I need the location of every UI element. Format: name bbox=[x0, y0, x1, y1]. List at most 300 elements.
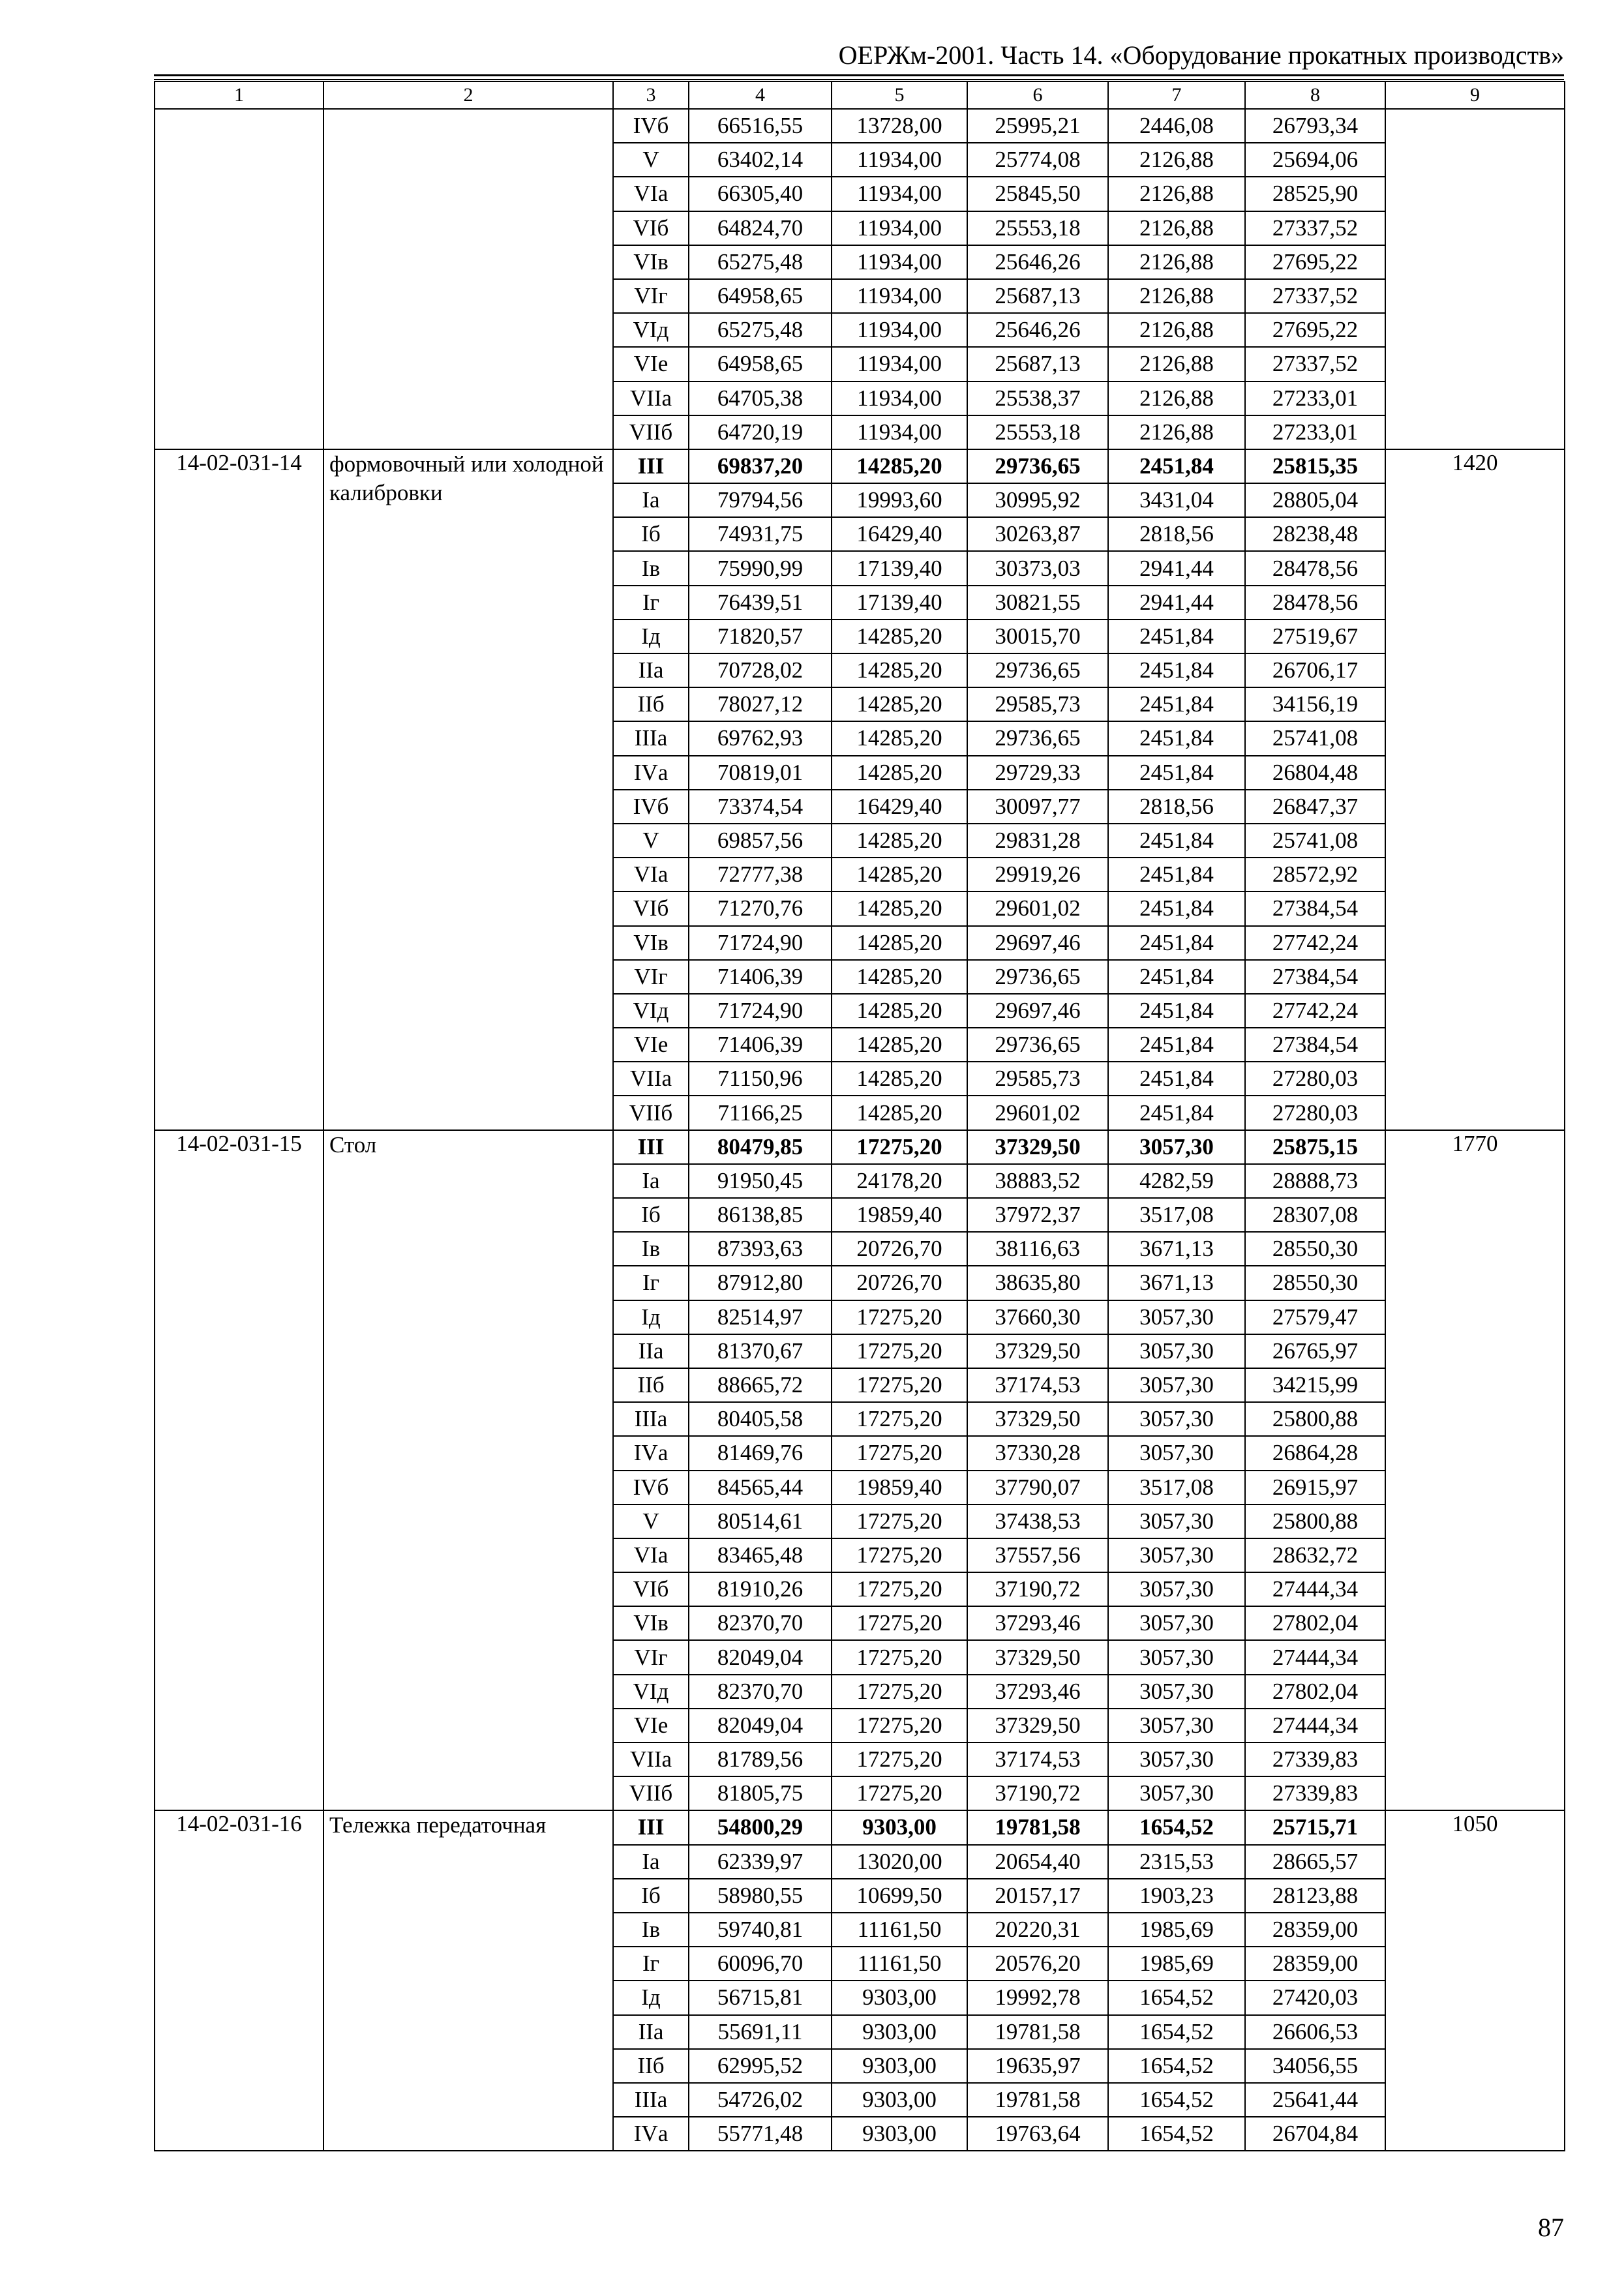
value-cell: 2451,84 bbox=[1108, 449, 1245, 483]
value-cell: 19781,58 bbox=[967, 2015, 1108, 2049]
value-cell: 56715,81 bbox=[689, 1981, 832, 2014]
value-cell: 26793,34 bbox=[1245, 109, 1385, 143]
zone-cell: IVб bbox=[613, 1471, 689, 1504]
value-cell: 72777,38 bbox=[689, 858, 832, 891]
value-cell: 19763,64 bbox=[967, 2117, 1108, 2151]
value-cell: 2451,84 bbox=[1108, 1096, 1245, 1130]
value-cell: 86138,85 bbox=[689, 1198, 832, 1232]
value-cell: 19993,60 bbox=[832, 483, 967, 517]
value-cell: 14285,20 bbox=[832, 687, 967, 721]
equipment-name: Тележка передаточная bbox=[323, 1810, 613, 2151]
value-cell: 28525,90 bbox=[1245, 177, 1385, 211]
value-cell: 28632,72 bbox=[1245, 1538, 1385, 1572]
zone-cell: Iд bbox=[613, 1981, 689, 2014]
value-cell: 19635,97 bbox=[967, 2049, 1108, 2083]
value-cell: 13728,00 bbox=[832, 109, 967, 143]
value-cell: 29736,65 bbox=[967, 1028, 1108, 1062]
value-cell: 34156,19 bbox=[1245, 687, 1385, 721]
zone-cell: Iд bbox=[613, 620, 689, 653]
value-cell: 9303,00 bbox=[832, 2117, 967, 2151]
value-cell: 27280,03 bbox=[1245, 1062, 1385, 1096]
value-cell: 11934,00 bbox=[832, 382, 967, 415]
zone-cell: VIг bbox=[613, 279, 689, 313]
zone-cell: VIа bbox=[613, 177, 689, 211]
value-cell: 17275,20 bbox=[832, 1572, 967, 1606]
zone-cell: III bbox=[613, 1130, 689, 1164]
value-cell: 66305,40 bbox=[689, 177, 832, 211]
value-cell: 55771,48 bbox=[689, 2117, 832, 2151]
value-cell: 24178,20 bbox=[832, 1164, 967, 1198]
value-cell: 2451,84 bbox=[1108, 620, 1245, 653]
value-cell: 14285,20 bbox=[832, 926, 967, 960]
zone-cell: Iб bbox=[613, 1879, 689, 1913]
value-cell: 34056,55 bbox=[1245, 2049, 1385, 2083]
value-cell: 28550,30 bbox=[1245, 1232, 1385, 1266]
column-number: 3 bbox=[613, 82, 689, 109]
value-cell: 63402,14 bbox=[689, 143, 832, 177]
value-cell: 2126,88 bbox=[1108, 143, 1245, 177]
rate-code bbox=[155, 109, 323, 449]
col9-value: 1050 bbox=[1385, 1810, 1565, 2151]
zone-cell: Iа bbox=[613, 1164, 689, 1198]
column-number: 2 bbox=[323, 82, 613, 109]
value-cell: 25553,18 bbox=[967, 211, 1108, 245]
value-cell: 1903,23 bbox=[1108, 1879, 1245, 1913]
value-cell: 28665,57 bbox=[1245, 1845, 1385, 1879]
value-cell: 30373,03 bbox=[967, 551, 1108, 585]
value-cell: 2818,56 bbox=[1108, 517, 1245, 551]
header-rule-thin bbox=[154, 79, 1564, 80]
zone-cell: VIе bbox=[613, 1709, 689, 1743]
value-cell: 3057,30 bbox=[1108, 1436, 1245, 1470]
value-cell: 26847,37 bbox=[1245, 790, 1385, 824]
value-cell: 27337,52 bbox=[1245, 211, 1385, 245]
table-row bbox=[155, 1810, 1565, 1844]
running-header: ОЕРЖм-2001. Часть 14. «Оборудование прокатных производств» bbox=[838, 40, 1564, 70]
value-cell: 1654,52 bbox=[1108, 1810, 1245, 1844]
value-cell: 25741,08 bbox=[1245, 721, 1385, 755]
zone-cell: IIа bbox=[613, 2015, 689, 2049]
value-cell: 29919,26 bbox=[967, 858, 1108, 891]
value-cell: 14285,20 bbox=[832, 994, 967, 1028]
value-cell: 38116,63 bbox=[967, 1232, 1108, 1266]
value-cell: 19781,58 bbox=[967, 2083, 1108, 2117]
value-cell: 2446,08 bbox=[1108, 109, 1245, 143]
value-cell: 20157,17 bbox=[967, 1879, 1108, 1913]
value-cell: 37557,56 bbox=[967, 1538, 1108, 1572]
value-cell: 2451,84 bbox=[1108, 960, 1245, 994]
value-cell: 10699,50 bbox=[832, 1879, 967, 1913]
value-cell: 25694,06 bbox=[1245, 143, 1385, 177]
header-rule bbox=[154, 74, 1564, 76]
value-cell: 34215,99 bbox=[1245, 1368, 1385, 1402]
value-cell: 9303,00 bbox=[832, 2015, 967, 2049]
value-cell: 17275,20 bbox=[832, 1368, 967, 1402]
table-body bbox=[155, 82, 1565, 2151]
value-cell: 37329,50 bbox=[967, 1130, 1108, 1164]
value-cell: 27339,83 bbox=[1245, 1776, 1385, 1810]
value-cell: 80479,85 bbox=[689, 1130, 832, 1164]
value-cell: 3057,30 bbox=[1108, 1300, 1245, 1334]
value-cell: 25538,37 bbox=[967, 382, 1108, 415]
value-cell: 71406,39 bbox=[689, 960, 832, 994]
value-cell: 29585,73 bbox=[967, 687, 1108, 721]
equipment-name: Стол bbox=[323, 1130, 613, 1811]
value-cell: 17139,40 bbox=[832, 586, 967, 620]
value-cell: 9303,00 bbox=[832, 1810, 967, 1844]
column-number: 6 bbox=[967, 82, 1108, 109]
zone-cell: VIд bbox=[613, 1675, 689, 1709]
value-cell: 29736,65 bbox=[967, 721, 1108, 755]
value-cell: 17275,20 bbox=[832, 1675, 967, 1709]
zone-cell: VIд bbox=[613, 313, 689, 347]
value-cell: 27233,01 bbox=[1245, 415, 1385, 449]
zone-cell: Iг bbox=[613, 1266, 689, 1300]
value-cell: 65275,48 bbox=[689, 313, 832, 347]
value-cell: 2126,88 bbox=[1108, 382, 1245, 415]
value-cell: 2126,88 bbox=[1108, 211, 1245, 245]
zone-cell: VIг bbox=[613, 960, 689, 994]
zone-cell: III bbox=[613, 1810, 689, 1844]
value-cell: 28307,08 bbox=[1245, 1198, 1385, 1232]
value-cell: 81910,26 bbox=[689, 1572, 832, 1606]
zone-cell: VIIб bbox=[613, 1776, 689, 1810]
value-cell: 11934,00 bbox=[832, 177, 967, 211]
value-cell: 17139,40 bbox=[832, 551, 967, 585]
value-cell: 17275,20 bbox=[832, 1640, 967, 1674]
value-cell: 37790,07 bbox=[967, 1471, 1108, 1504]
value-cell: 27519,67 bbox=[1245, 620, 1385, 653]
value-cell: 37174,53 bbox=[967, 1743, 1108, 1776]
zone-cell: VIIб bbox=[613, 415, 689, 449]
value-cell: 17275,20 bbox=[832, 1334, 967, 1368]
value-cell: 28478,56 bbox=[1245, 551, 1385, 585]
value-cell: 9303,00 bbox=[832, 2083, 967, 2117]
value-cell: 2451,84 bbox=[1108, 858, 1245, 891]
value-cell: 37293,46 bbox=[967, 1675, 1108, 1709]
value-cell: 27444,34 bbox=[1245, 1640, 1385, 1674]
zone-cell: IVб bbox=[613, 109, 689, 143]
value-cell: 27420,03 bbox=[1245, 1981, 1385, 2014]
value-cell: 11934,00 bbox=[832, 245, 967, 279]
value-cell: 28478,56 bbox=[1245, 586, 1385, 620]
zone-cell: Iб bbox=[613, 517, 689, 551]
value-cell: 71724,90 bbox=[689, 994, 832, 1028]
zone-cell: Iг bbox=[613, 1947, 689, 1981]
column-number: 7 bbox=[1108, 82, 1245, 109]
zone-cell: VIа bbox=[613, 858, 689, 891]
value-cell: 27444,34 bbox=[1245, 1572, 1385, 1606]
zone-cell: V bbox=[613, 1504, 689, 1538]
value-cell: 17275,20 bbox=[832, 1538, 967, 1572]
value-cell: 87912,80 bbox=[689, 1266, 832, 1300]
column-number: 9 bbox=[1385, 82, 1565, 109]
value-cell: 3057,30 bbox=[1108, 1743, 1245, 1776]
zone-cell: VIа bbox=[613, 1538, 689, 1572]
value-cell: 2451,84 bbox=[1108, 687, 1245, 721]
column-number-row bbox=[155, 82, 1565, 109]
value-cell: 27339,83 bbox=[1245, 1743, 1385, 1776]
value-cell: 83465,48 bbox=[689, 1538, 832, 1572]
value-cell: 26606,53 bbox=[1245, 2015, 1385, 2049]
value-cell: 1654,52 bbox=[1108, 2083, 1245, 2117]
value-cell: 37329,50 bbox=[967, 1334, 1108, 1368]
equipment-name bbox=[323, 109, 613, 449]
zone-cell: Iд bbox=[613, 1300, 689, 1334]
zone-cell: VIIб bbox=[613, 1096, 689, 1130]
value-cell: 3057,30 bbox=[1108, 1130, 1245, 1164]
value-cell: 2126,88 bbox=[1108, 177, 1245, 211]
zone-cell: VIб bbox=[613, 1572, 689, 1606]
value-cell: 19992,78 bbox=[967, 1981, 1108, 2014]
value-cell: 27384,54 bbox=[1245, 960, 1385, 994]
value-cell: 17275,20 bbox=[832, 1130, 967, 1164]
zone-cell: V bbox=[613, 143, 689, 177]
value-cell: 17275,20 bbox=[832, 1776, 967, 1810]
value-cell: 2451,84 bbox=[1108, 1062, 1245, 1096]
value-cell: 64958,65 bbox=[689, 279, 832, 313]
value-cell: 81469,76 bbox=[689, 1436, 832, 1470]
column-number: 5 bbox=[832, 82, 967, 109]
value-cell: 19781,58 bbox=[967, 1810, 1108, 1844]
value-cell: 19859,40 bbox=[832, 1198, 967, 1232]
zone-cell: VIг bbox=[613, 1640, 689, 1674]
value-cell: 3057,30 bbox=[1108, 1675, 1245, 1709]
value-cell: 16429,40 bbox=[832, 517, 967, 551]
value-cell: 14285,20 bbox=[832, 1062, 967, 1096]
value-cell: 19859,40 bbox=[832, 1471, 967, 1504]
value-cell: 20654,40 bbox=[967, 1845, 1108, 1879]
value-cell: 71820,57 bbox=[689, 620, 832, 653]
value-cell: 14285,20 bbox=[832, 1096, 967, 1130]
value-cell: 4282,59 bbox=[1108, 1164, 1245, 1198]
value-cell: 2451,84 bbox=[1108, 721, 1245, 755]
column-number: 1 bbox=[155, 82, 323, 109]
value-cell: 3057,30 bbox=[1108, 1504, 1245, 1538]
value-cell: 81805,75 bbox=[689, 1776, 832, 1810]
zone-cell: VIб bbox=[613, 891, 689, 925]
value-cell: 14285,20 bbox=[832, 449, 967, 483]
value-cell: 25875,15 bbox=[1245, 1130, 1385, 1164]
value-cell: 1985,69 bbox=[1108, 1913, 1245, 1947]
value-cell: 11161,50 bbox=[832, 1947, 967, 1981]
zone-cell: IIб bbox=[613, 687, 689, 721]
value-cell: 64705,38 bbox=[689, 382, 832, 415]
value-cell: 3057,30 bbox=[1108, 1334, 1245, 1368]
value-cell: 71270,76 bbox=[689, 891, 832, 925]
value-cell: 27579,47 bbox=[1245, 1300, 1385, 1334]
value-cell: 28238,48 bbox=[1245, 517, 1385, 551]
value-cell: 3057,30 bbox=[1108, 1572, 1245, 1606]
value-cell: 81370,67 bbox=[689, 1334, 832, 1368]
value-cell: 71150,96 bbox=[689, 1062, 832, 1096]
value-cell: 79794,56 bbox=[689, 483, 832, 517]
value-cell: 11934,00 bbox=[832, 143, 967, 177]
zone-cell: IIIа bbox=[613, 721, 689, 755]
value-cell: 3057,30 bbox=[1108, 1402, 1245, 1436]
value-cell: 14285,20 bbox=[832, 721, 967, 755]
value-cell: 20726,70 bbox=[832, 1266, 967, 1300]
value-cell: 80514,61 bbox=[689, 1504, 832, 1538]
value-cell: 25641,44 bbox=[1245, 2083, 1385, 2117]
zone-cell: III bbox=[613, 449, 689, 483]
value-cell: 78027,12 bbox=[689, 687, 832, 721]
zone-cell: VIIа bbox=[613, 1743, 689, 1776]
column-number: 4 bbox=[689, 82, 832, 109]
column-number: 8 bbox=[1245, 82, 1385, 109]
rate-code: 14-02-031-16 bbox=[155, 1810, 323, 2151]
value-cell: 25687,13 bbox=[967, 279, 1108, 313]
value-cell: 29601,02 bbox=[967, 1096, 1108, 1130]
value-cell: 25741,08 bbox=[1245, 824, 1385, 858]
value-cell: 3057,30 bbox=[1108, 1538, 1245, 1572]
value-cell: 3517,08 bbox=[1108, 1471, 1245, 1504]
value-cell: 17275,20 bbox=[832, 1300, 967, 1334]
value-cell: 75990,99 bbox=[689, 551, 832, 585]
value-cell: 14285,20 bbox=[832, 858, 967, 891]
value-cell: 69857,56 bbox=[689, 824, 832, 858]
value-cell: 26704,84 bbox=[1245, 2117, 1385, 2151]
value-cell: 27742,24 bbox=[1245, 926, 1385, 960]
value-cell: 14285,20 bbox=[832, 756, 967, 790]
value-cell: 2126,88 bbox=[1108, 347, 1245, 381]
col9-value: 1420 bbox=[1385, 449, 1565, 1130]
table-row bbox=[155, 1130, 1565, 1164]
value-cell: 27384,54 bbox=[1245, 1028, 1385, 1062]
value-cell: 30821,55 bbox=[967, 586, 1108, 620]
value-cell: 70728,02 bbox=[689, 653, 832, 687]
value-cell: 25815,35 bbox=[1245, 449, 1385, 483]
value-cell: 2451,84 bbox=[1108, 824, 1245, 858]
value-cell: 27384,54 bbox=[1245, 891, 1385, 925]
value-cell: 37293,46 bbox=[967, 1606, 1108, 1640]
value-cell: 38883,52 bbox=[967, 1164, 1108, 1198]
value-cell: 27337,52 bbox=[1245, 279, 1385, 313]
value-cell: 25646,26 bbox=[967, 245, 1108, 279]
col9-value: 1770 bbox=[1385, 1130, 1565, 1811]
value-cell: 2451,84 bbox=[1108, 1028, 1245, 1062]
value-cell: 54726,02 bbox=[689, 2083, 832, 2117]
value-cell: 25715,71 bbox=[1245, 1810, 1385, 1844]
zone-cell: VIIа bbox=[613, 1062, 689, 1096]
zone-cell: IIIа bbox=[613, 2083, 689, 2117]
value-cell: 29697,46 bbox=[967, 926, 1108, 960]
rates-table bbox=[154, 81, 1565, 2151]
value-cell: 84565,44 bbox=[689, 1471, 832, 1504]
table-row bbox=[155, 449, 1565, 483]
value-cell: 2126,88 bbox=[1108, 415, 1245, 449]
value-cell: 69837,20 bbox=[689, 449, 832, 483]
value-cell: 59740,81 bbox=[689, 1913, 832, 1947]
value-cell: 11934,00 bbox=[832, 211, 967, 245]
value-cell: 29729,33 bbox=[967, 756, 1108, 790]
value-cell: 37972,37 bbox=[967, 1198, 1108, 1232]
zone-cell: Iа bbox=[613, 483, 689, 517]
zone-cell: V bbox=[613, 824, 689, 858]
value-cell: 13020,00 bbox=[832, 1845, 967, 1879]
value-cell: 2126,88 bbox=[1108, 245, 1245, 279]
value-cell: 25800,88 bbox=[1245, 1504, 1385, 1538]
value-cell: 28359,00 bbox=[1245, 1947, 1385, 1981]
zone-cell: Iв bbox=[613, 1913, 689, 1947]
value-cell: 65275,48 bbox=[689, 245, 832, 279]
value-cell: 58980,55 bbox=[689, 1879, 832, 1913]
value-cell: 62339,97 bbox=[689, 1845, 832, 1879]
value-cell: 26765,97 bbox=[1245, 1334, 1385, 1368]
value-cell: 3671,13 bbox=[1108, 1232, 1245, 1266]
value-cell: 27695,22 bbox=[1245, 245, 1385, 279]
value-cell: 3517,08 bbox=[1108, 1198, 1245, 1232]
value-cell: 14285,20 bbox=[832, 1028, 967, 1062]
value-cell: 27444,34 bbox=[1245, 1709, 1385, 1743]
value-cell: 3057,30 bbox=[1108, 1606, 1245, 1640]
value-cell: 28572,92 bbox=[1245, 858, 1385, 891]
zone-cell: Iв bbox=[613, 551, 689, 585]
value-cell: 25995,21 bbox=[967, 109, 1108, 143]
value-cell: 27337,52 bbox=[1245, 347, 1385, 381]
value-cell: 30263,87 bbox=[967, 517, 1108, 551]
value-cell: 29585,73 bbox=[967, 1062, 1108, 1096]
value-cell: 37438,53 bbox=[967, 1504, 1108, 1538]
value-cell: 2451,84 bbox=[1108, 891, 1245, 925]
page-number: 87 bbox=[1538, 2213, 1564, 2242]
value-cell: 17275,20 bbox=[832, 1709, 967, 1743]
col9-value bbox=[1385, 109, 1565, 449]
value-cell: 17275,20 bbox=[832, 1402, 967, 1436]
value-cell: 14285,20 bbox=[832, 653, 967, 687]
value-cell: 11934,00 bbox=[832, 313, 967, 347]
value-cell: 55691,11 bbox=[689, 2015, 832, 2049]
value-cell: 3431,04 bbox=[1108, 483, 1245, 517]
zone-cell: Iб bbox=[613, 1198, 689, 1232]
value-cell: 26804,48 bbox=[1245, 756, 1385, 790]
value-cell: 27742,24 bbox=[1245, 994, 1385, 1028]
zone-cell: VIе bbox=[613, 1028, 689, 1062]
value-cell: 82049,04 bbox=[689, 1640, 832, 1674]
value-cell: 74931,75 bbox=[689, 517, 832, 551]
zone-cell: VIв bbox=[613, 1606, 689, 1640]
value-cell: 17275,20 bbox=[832, 1743, 967, 1776]
value-cell: 2941,44 bbox=[1108, 551, 1245, 585]
value-cell: 28123,88 bbox=[1245, 1879, 1385, 1913]
zone-cell: IIа bbox=[613, 1334, 689, 1368]
value-cell: 80405,58 bbox=[689, 1402, 832, 1436]
value-cell: 30097,77 bbox=[967, 790, 1108, 824]
value-cell: 3057,30 bbox=[1108, 1368, 1245, 1402]
value-cell: 25800,88 bbox=[1245, 1402, 1385, 1436]
value-cell: 60096,70 bbox=[689, 1947, 832, 1981]
value-cell: 2126,88 bbox=[1108, 313, 1245, 347]
value-cell: 28888,73 bbox=[1245, 1164, 1385, 1198]
value-cell: 2818,56 bbox=[1108, 790, 1245, 824]
value-cell: 11161,50 bbox=[832, 1913, 967, 1947]
zone-cell: Iг bbox=[613, 586, 689, 620]
value-cell: 1654,52 bbox=[1108, 1981, 1245, 2014]
value-cell: 11934,00 bbox=[832, 347, 967, 381]
value-cell: 64824,70 bbox=[689, 211, 832, 245]
value-cell: 69762,93 bbox=[689, 721, 832, 755]
value-cell: 37329,50 bbox=[967, 1402, 1108, 1436]
zone-cell: IVа bbox=[613, 2117, 689, 2151]
zone-cell: Iа bbox=[613, 1845, 689, 1879]
value-cell: 2451,84 bbox=[1108, 926, 1245, 960]
value-cell: 27280,03 bbox=[1245, 1096, 1385, 1130]
value-cell: 9303,00 bbox=[832, 2049, 967, 2083]
value-cell: 76439,51 bbox=[689, 586, 832, 620]
zone-cell: IVа bbox=[613, 756, 689, 790]
value-cell: 64958,65 bbox=[689, 347, 832, 381]
value-cell: 73374,54 bbox=[689, 790, 832, 824]
